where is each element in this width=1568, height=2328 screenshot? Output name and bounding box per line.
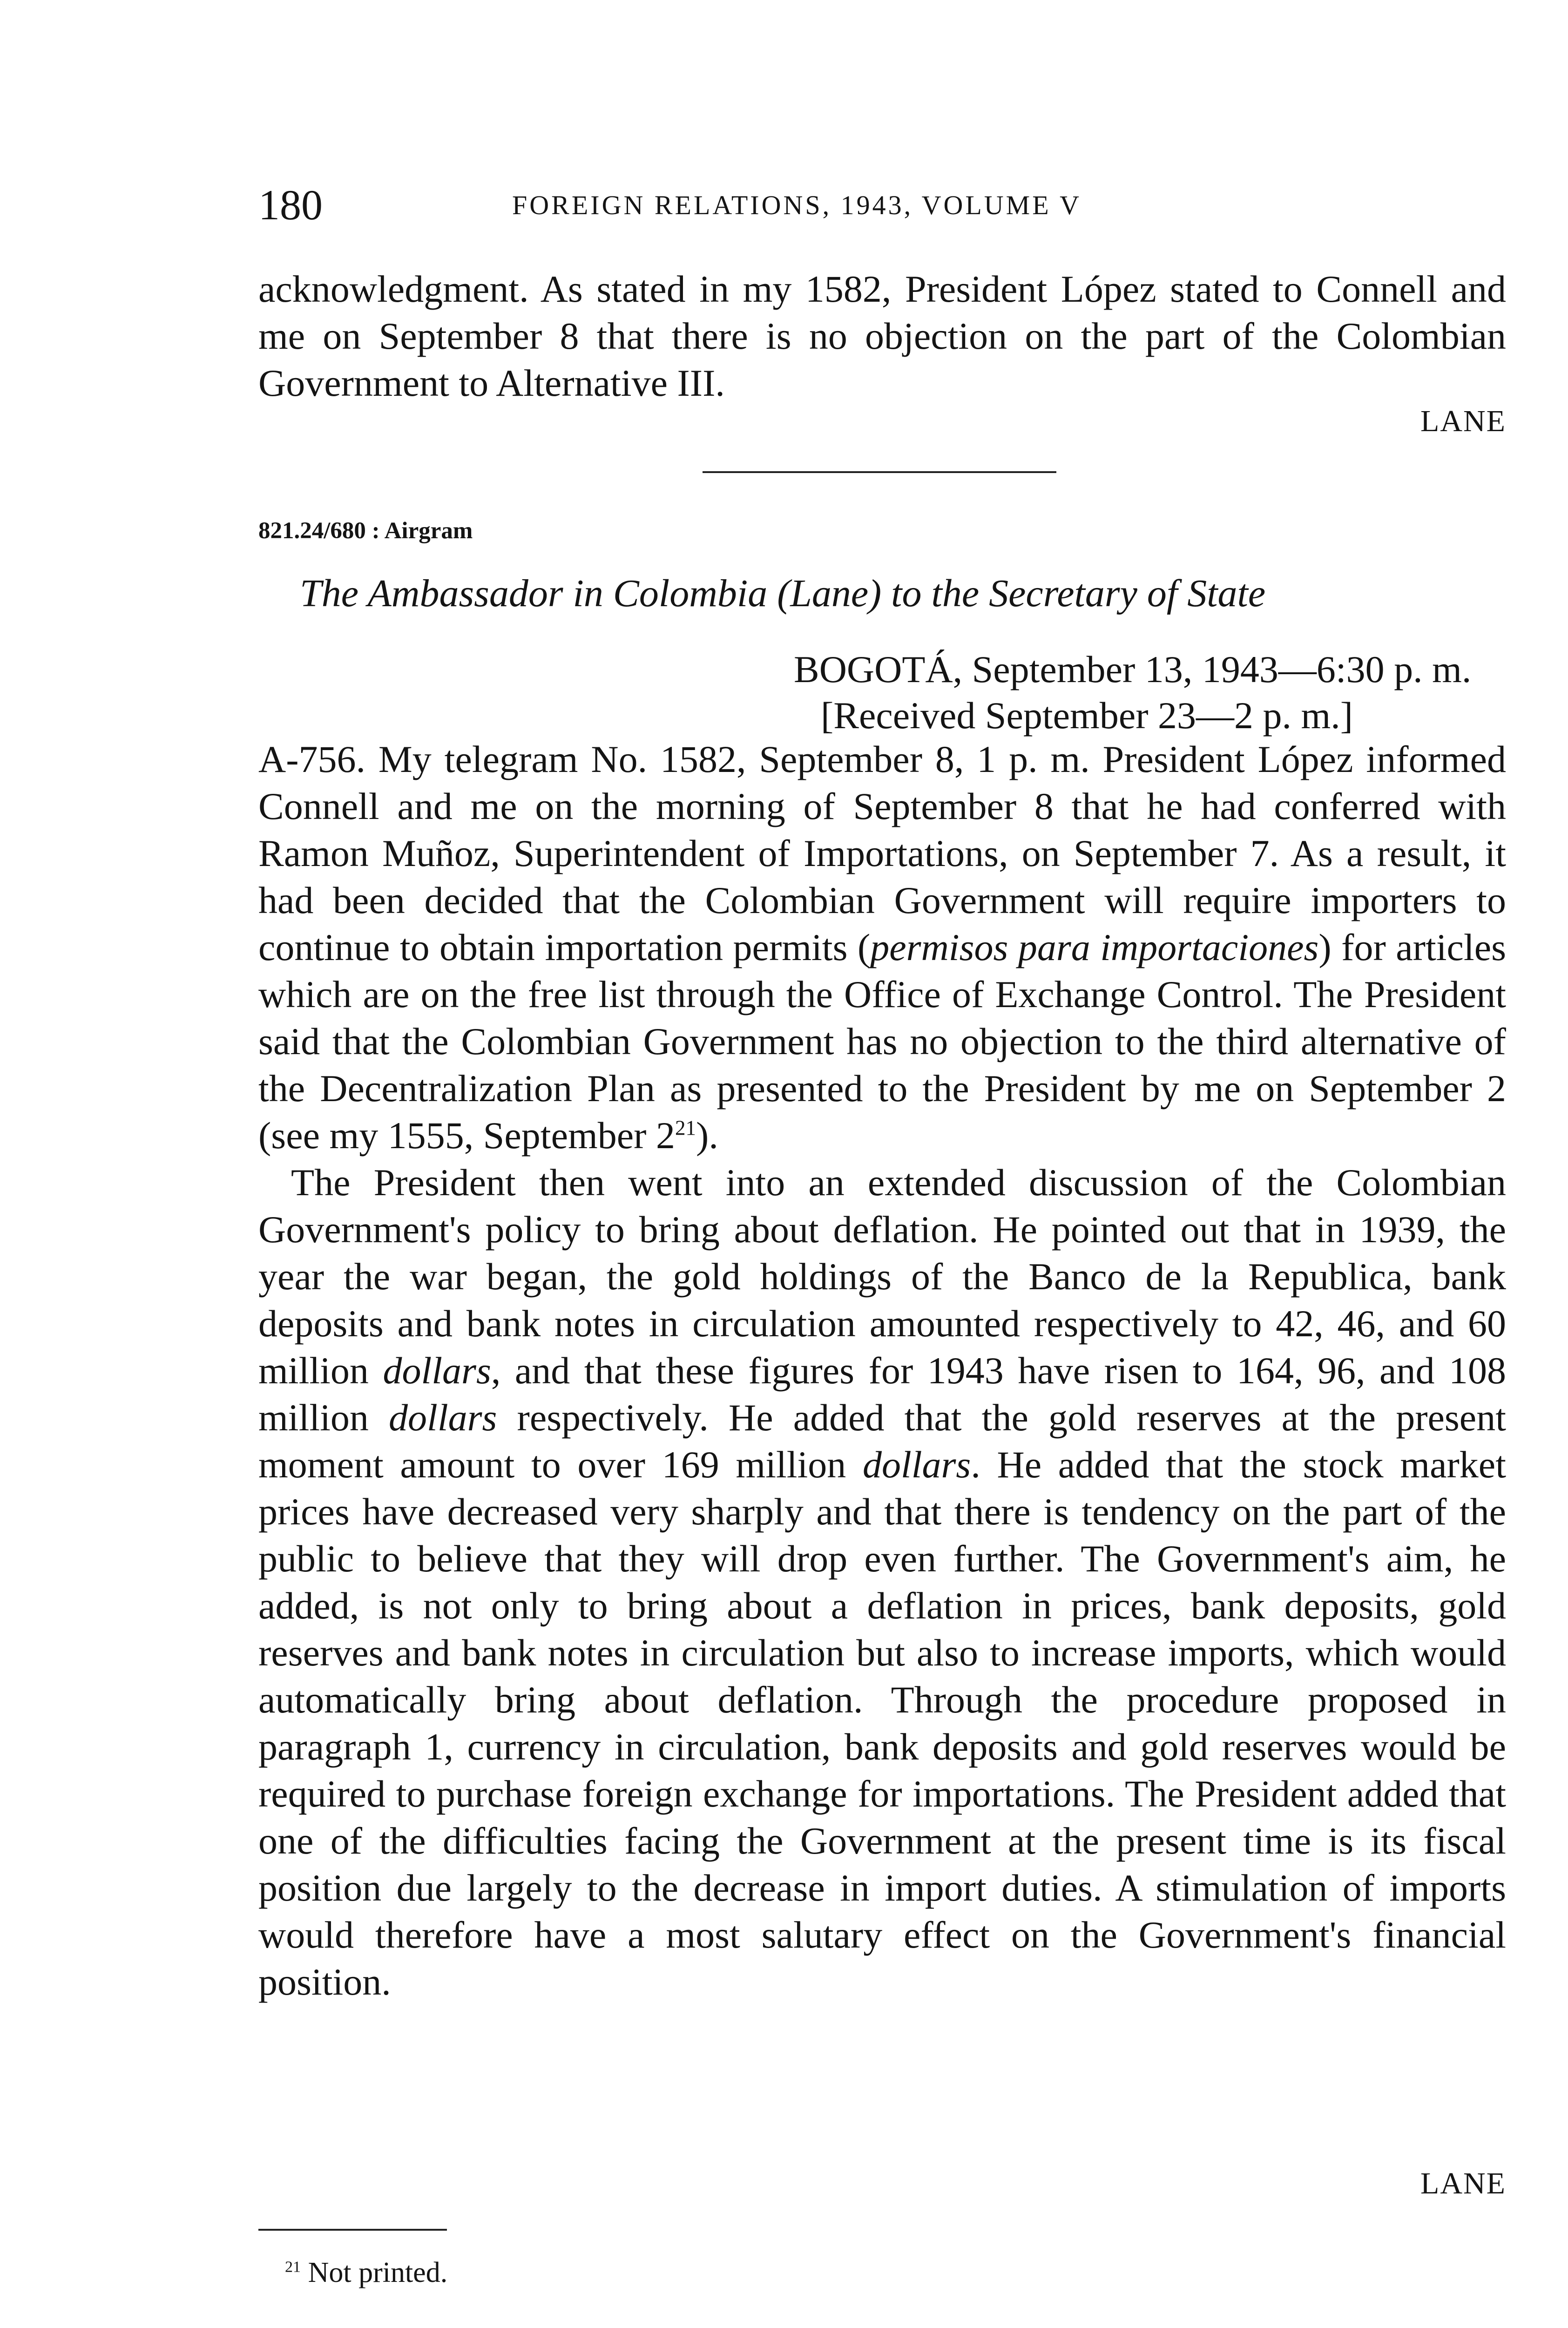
document-body	[258, 736, 1506, 2005]
paragraph-1-text-before-italic: A-756. My telegram No. 1582, September 8, 1 p. m. President López informed Connell and me on the morning of September 8 that he had conferred with Ramon Muñoz, Superintendent of Importations, on September 7. As a result, it had been decided that the Colombian Government will require importers to continue to obtain importation permits (	[258, 738, 1506, 968]
paragraph-2-italic-dollars-1: dollars	[383, 1349, 491, 1392]
paragraph-2-text-part-3: respectively. He added that the gold reserves at the present moment amount to over 169 million	[258, 1396, 1506, 1486]
running-head: FOREIGN RELATIONS, 1943, VOLUME V	[512, 190, 1081, 220]
footnote-text: Not printed.	[308, 2257, 448, 2288]
paragraph-1	[258, 736, 1506, 1159]
dateline: BOGOTÁ, September 13, 1943—6:30 p. m.	[794, 648, 1472, 690]
paragraph-2-text-part-1: The President then went into an extended discussion of the Colombian Government's policy to bring about deflation. He pointed out that in 1939, the year the war began, the gold holdings of the Banco de la Republica, bank deposits and bank notes in circulation amounted respectively to 42, 46, and 60 million	[258, 1161, 1506, 1392]
footnote-reference: 21	[675, 1116, 696, 1140]
footnote-number: 21	[285, 2258, 301, 2276]
paragraph-2-italic-dollars-2: dollars	[389, 1396, 497, 1439]
document-separator-rule	[703, 471, 1056, 473]
page-number: 180	[258, 181, 323, 229]
paragraph-2-italic-dollars-3: dollars	[862, 1443, 971, 1486]
document-title: The Ambassador in Colombia (Lane) to the Secretary of State	[300, 572, 1266, 615]
footnote	[285, 2254, 447, 2292]
paragraph-1-ending: ).	[696, 1114, 718, 1157]
paragraph-1-italic-phrase: permisos para importaciones	[870, 926, 1319, 968]
document-signature: LANE	[1420, 2166, 1506, 2200]
file-number: 821.24/680 : Airgram	[258, 518, 473, 544]
page-header	[258, 179, 1506, 230]
paragraph-1-text-after-italic: ) for articles which are on the free list through the Office of Exchange Control. The President said that the Colombian Government has no objection to the third alternative of the Decentralization Plan as presented to the President by me on September 2 (see my 1555, September 2	[258, 926, 1507, 1157]
previous-document-signature: LANE	[1420, 404, 1506, 438]
received-line: [Received September 23—2 p. m.]	[821, 694, 1353, 737]
previous-document-closing-text: acknowledgment. As stated in my 1582, President López stated to Connell and me on September 8 that there is no objection on the part of the Colombian Government to Alternative III.	[258, 268, 1506, 404]
paragraph-2-text-part-4: . He added that the stock market prices have decreased very sharply and that there is tendency on the part of the public to believe that they will drop even further. The Government's aim, he added, is not only to bring about a deflation in prices, bank deposits, gold reserves and bank notes in circulation but also to increase imports, which would automatically bring about deflation. Through the procedure proposed in paragraph 1, currency in circulation, bank deposits and gold reserves would be required to purchase foreign exchange for importations. The President added that one of the difficulties facing the Government at the present time is its fiscal position due largely to the decrease in import duties. A stimulation of imports would therefore have a most salutary effect on the Government's financial position.	[258, 1443, 1506, 2003]
footnote-separator-rule	[258, 2229, 447, 2231]
paragraph-2-text-part-2: , and that these figures for 1943 have risen to 164, 96, and 108 million	[258, 1349, 1506, 1439]
paragraph-2	[258, 1159, 1506, 2005]
